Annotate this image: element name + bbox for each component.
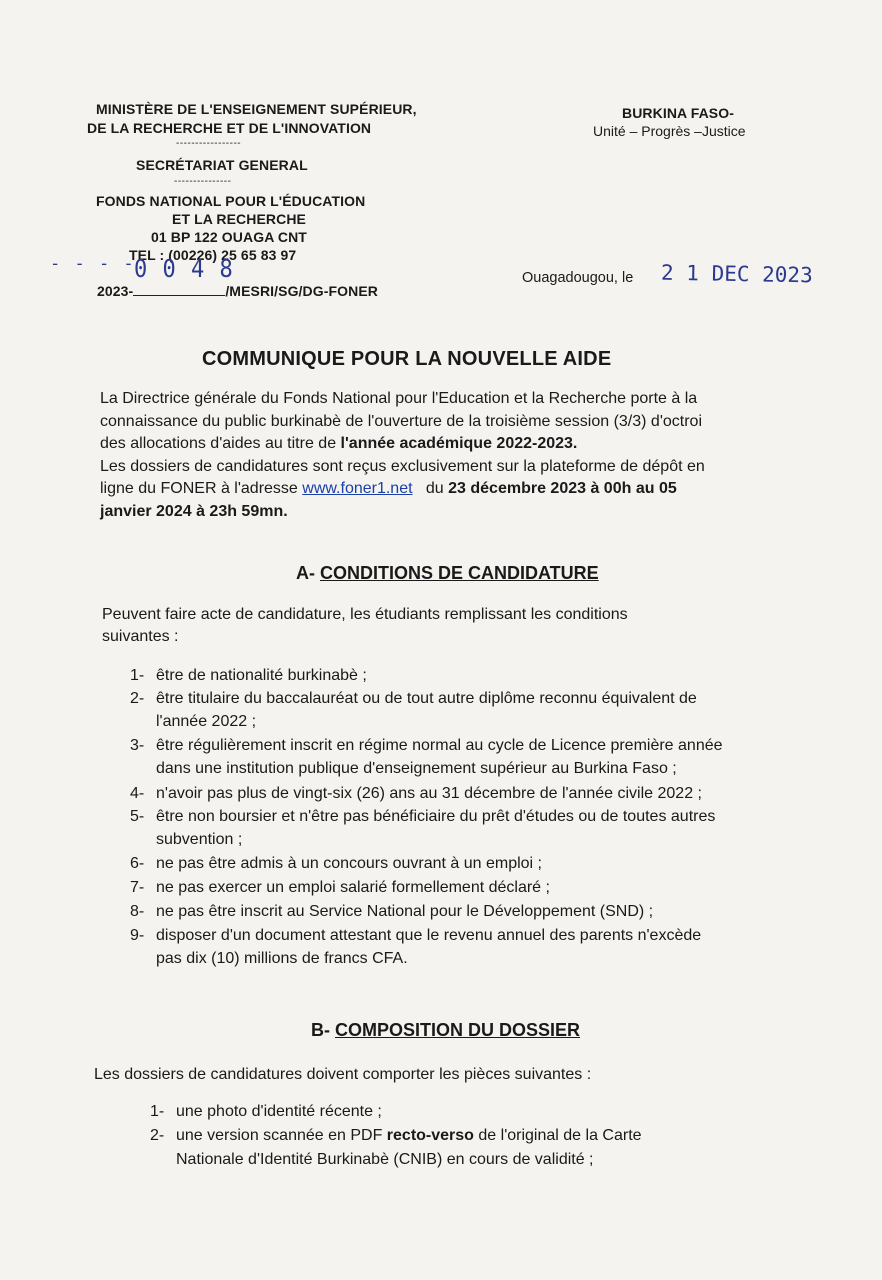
reference-suffix: /MESRI/SG/DG-FONER [225,283,379,299]
intro-line-3-text: des allocations d'aides au titre de [100,435,341,452]
document-number: 1- [150,1103,165,1120]
section-a-heading [296,563,599,584]
reference-prefix: 2023- [97,283,134,299]
academic-year: l'année académique 2022-2023. [340,435,578,452]
condition-number: 4- [130,785,145,802]
condition-number: 1- [130,667,145,684]
section-b-heading [311,1020,580,1041]
condition-text-continued: pas dix (10) millions de francs CFA. [156,950,408,967]
section-a-prefix: A- [296,563,320,583]
condition-text: être titulaire du baccalauréat ou de tout autre diplôme reconnu équivalent de [156,690,697,707]
ministry-line-1: MINISTÈRE DE L'ENSEIGNEMENT SUPÉRIEUR, [96,101,417,117]
intro-line-6 [100,501,288,524]
intro-line-3 [100,433,774,456]
reference-blank [133,283,225,296]
secretariat-label: SECRÉTARIAT GENERAL [136,157,308,173]
condition-text: ne pas être inscrit au Service National pour le Développement (SND) ; [156,903,654,920]
condition-number: 7- [130,879,145,896]
condition-text: être non boursier et n'être pas bénéficiaire du prêt d'études ou de toutes autres [156,808,716,825]
condition-text: disposer d'un document attestant que le revenu annuel des parents n'excède [156,927,702,944]
country-name: BURKINA FASO- [622,105,735,121]
condition-number: 2- [130,690,145,707]
section-a-title: CONDITIONS DE CANDIDATURE [320,563,599,583]
application-period-end: janvier 2024 à 23h 59mn. [100,502,288,520]
section-b-prefix: B- [311,1020,335,1040]
fund-telephone: TEL : (00226) 25 65 83 97 [129,247,297,263]
header-separator-2: --------------- [174,176,232,187]
date-stamp: 2 1 DEC 2023 [660,260,813,288]
condition-number: 5- [130,808,145,825]
section-a-lead-1: Peuvent faire acte de candidature, les étudiants remplissant les conditions [102,606,628,623]
condition-text: ne pas exercer un emploi salarié formellement déclaré ; [156,879,550,896]
handwritten-dashes: - - - - [50,254,136,274]
section-b-title: COMPOSITION DU DOSSIER [335,1020,581,1040]
condition-text: ne pas être admis à un concours ouvrant à un emploi ; [156,855,542,872]
fund-line-1: FONDS NATIONAL POUR L'ÉDUCATION [96,193,366,209]
condition-text-continued: l'année 2022 ; [156,713,257,730]
intro-line-5 [100,478,774,501]
fund-line-2: ET LA RECHERCHE [172,211,306,227]
fund-address: 01 BP 122 OUAGA CNT [151,229,307,245]
document-text-c: de l'original de la Carte [473,1127,642,1144]
reference-line [97,283,378,299]
document-text-continued: Nationale d'Identité Burkinabè (CNIB) en cours de validité ; [176,1151,594,1168]
country-motto: Unité – Progrès –Justice [593,123,746,139]
application-period-start: 23 décembre 2023 à 00h au 05 [448,480,677,497]
condition-text: être régulièrement inscrit en régime normal au cycle de Licence première année [156,737,723,754]
condition-text: n'avoir pas plus de vingt-six (26) ans au 31 décembre de l'année civile 2022 ; [156,785,702,802]
section-a-lead-2: suivantes : [102,628,179,645]
condition-number: 3- [130,737,145,754]
intro-line-5-text: ligne du FONER à l'adresse [100,480,303,497]
foner-website-link[interactable]: www.foner1.net [302,480,413,497]
document-title: COMMUNIQUE POUR LA NOUVELLE AIDE [202,348,612,370]
intro-line-1: La Directrice générale du Fonds National pour l'Education et la Recherche porte à la [100,390,698,407]
condition-text-continued: subvention ; [156,831,243,848]
header-separator-1: ----------------- [176,138,242,149]
ministry-line-2: DE LA RECHERCHE ET DE L'INNOVATION [87,120,372,136]
section-b-lead: Les dossiers de candidatures doivent comporter les pièces suivantes : [94,1066,592,1083]
condition-number: 6- [130,855,145,872]
condition-number: 8- [130,903,145,920]
condition-text: être de nationalité burkinabè ; [156,667,367,684]
document-text: une photo d'identité récente ; [176,1103,382,1120]
document-text-a: une version scannée en PDF [176,1127,387,1144]
intro-line-5-du: du [425,480,449,497]
recto-verso: recto-verso [386,1127,474,1144]
handwritten-reference-number: 0 0 4 8 [134,255,234,284]
intro-line-2: connaissance du public burkinabè de l'ouverture de la troisième session (3/3) d'octroi [100,412,702,430]
condition-text-continued: dans une institution publique d'enseignement supérieur au Burkina Faso ; [156,760,677,777]
document-number: 2- [150,1127,165,1144]
intro-line-4: Les dossiers de candidatures sont reçus exclusivement sur la plateforme de dépôt en [100,457,705,475]
place-date-prefix: Ouagadougou, le [522,270,634,286]
condition-number: 9- [130,927,145,944]
document-text [176,1125,766,1148]
